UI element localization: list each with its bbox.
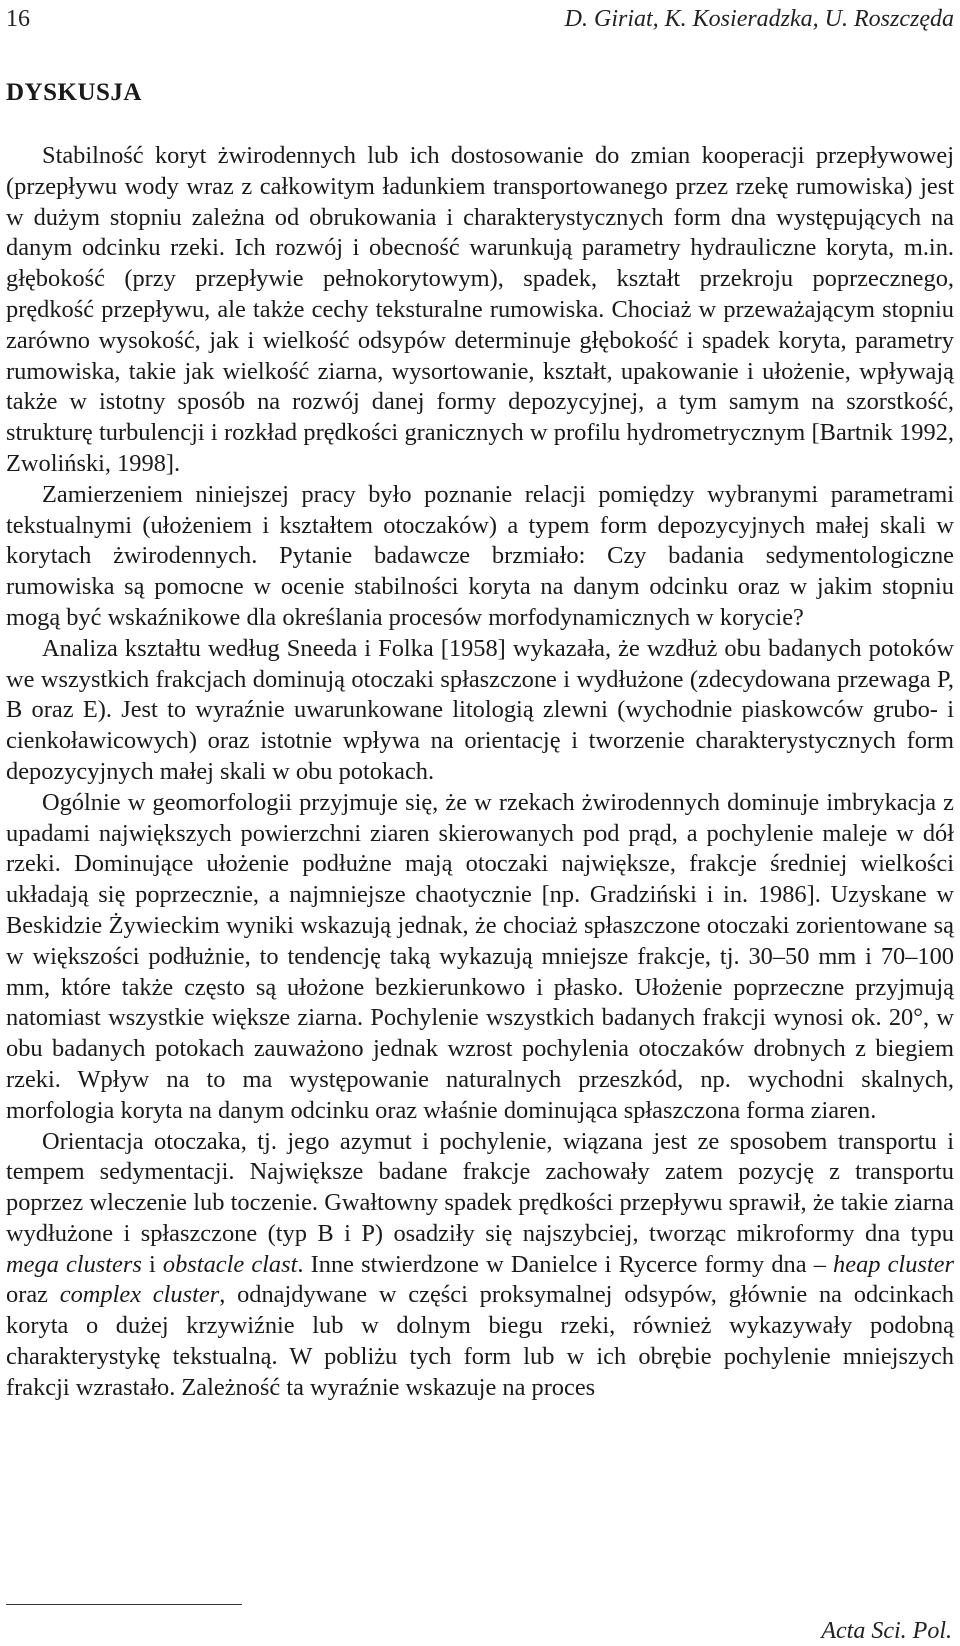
paragraph-3: Analiza kształtu według Sneeda i Folka [1958] wykazała, że wzdłuż obu badanych potoków we wszystkich frakcjach dominują otoczaki spłaszczone i wydłużone (zdecydowana przewaga P, B oraz E). Jest to wyraźnie uwarunkowane litologią zlewni (wychodnie piaskowców grubo- i cienkoławicowych) oraz istotnie wpływa na orientację i tworzenie charakterystycznych form depozycyjnych małej skali w obu potokach. xyxy=(6,634,954,785)
running-footer-journal: Acta Sci. Pol. xyxy=(821,1618,952,1644)
paragraph-5-text: oraz xyxy=(6,1281,60,1309)
term-heap-cluster: heap cluster xyxy=(833,1250,954,1278)
page-number: 16 xyxy=(6,6,30,32)
running-header-authors: D. Giriat, K. Kosieradzka, U. Roszczęda xyxy=(564,6,954,32)
paragraph-5-text: i xyxy=(141,1250,163,1278)
paragraph-5 xyxy=(6,1127,954,1404)
paragraph-5-text: . Inne stwierdzone w Danielce i Rycerce formy dna – xyxy=(297,1250,834,1278)
footer-divider xyxy=(6,1604,242,1605)
term-obstacle-clast: obstacle clast xyxy=(162,1250,298,1278)
body-text xyxy=(6,141,954,1404)
paragraph-1: Stabilność koryt żwirodennych lub ich dostosowanie do zmian kooperacji przepływowej (przepływu wody wraz z całkowitym ładunkiem transportowanego przez rzekę rumowiska) jest w dużym stopniu zależna od obrukowania i charakterystycznych form dna występujących na danym odcinku rzeki. Ich rozwój i obecność warunkują parametry hydrauliczne koryta, m.in. głębokość (przy przepływie pełnokorytowym), spadek, kształt przekroju poprzecznego, prędkość przepływu, ale także cechy teksturalne rumowiska. Chociaż w przeważającym stopniu zarówno wysokość, jak i wielkość odsypów determinuje głębokość i spadek koryta, parametry rumowiska, takie jak wielkość ziarna, wysortowanie, kształt, upakowanie i ułożenie, wpływają także w istotny sposób na rozwój danej formy depozycyjnej, a tym samym na szorstkość, strukturę turbulencji i rozkład prędkości granicznych w profilu hydrometrycznym [Bartnik 1992, Zwoliński, 1998]. xyxy=(6,142,954,477)
term-mega-clusters: mega clusters xyxy=(6,1250,142,1278)
paragraph-2: Zamierzeniem niniejszej pracy było poznanie relacji pomiędzy wybranymi parametrami tekstualnymi (ułożeniem i kształtem otoczaków) a typem form depozycyjnych małej skali w korytach żwirodennych. Pytanie badawcze brzmiało: Czy badania sedymentologiczne rumowiska są pomocne w ocenie stabilności koryta na danym odcinku oraz w jakim stopniu mogą być wskaźnikowe dla określania procesów morfodynamicznych w korycie? xyxy=(6,480,954,631)
paragraph-5-text: , odnajdywane w części proksymalnej odsypów, głównie na odcinkach koryta o dużej krzywiźnie lub w dolnym biegu rzeki, również wykazywały podobną charakterystykę tekstualną. W pobliżu tych form lub w ich obrębie pochylenie mniejszych frakcji wzrastało. Zależność ta wyraźnie wskazuje na proces xyxy=(6,1281,954,1401)
paragraph-5-text: Orientacja otoczaka, tj. jego azymut i pochylenie, wiązana jest ze sposobem transportu i tempem sedymentacji. Największe badane frakcje zachowały zatem pozycję z transportu poprzez wleczenie lub toczenie. Gwałtowny spadek prędkości przepływu sprawił, że takie ziarna wydłużone i spłaszczone (typ B i P) osadziły się najszybciej, tworząc mikroformy dna typu xyxy=(6,1127,954,1247)
term-complex-cluster: complex cluster xyxy=(59,1281,220,1309)
running-header xyxy=(6,4,954,34)
section-heading: DYSKUSJA xyxy=(6,79,142,106)
paragraph-4: Ogólnie w geomorfologii przyjmuje się, że w rzekach żwirodennych dominuje imbrykacja z upadami największych powierzchni ziaren skierowanych pod prąd, a pochylenie maleje w dół rzeki. Dominujące ułożenie podłużne mają otoczaki największe, frakcje średniej wielkości układają się poprzecznie, a najmniejsze chaotycznie [np. Gradziński i in. 1986]. Uzyskane w Beskidzie Żywieckim wyniki wskazują jednak, że chociaż spłaszczone otoczaki zorientowane są w większości podłużnie, to tendencję taką wykazują mniejsze frakcje, tj. 30–50 mm i 70–100 mm, które także często są ułożone bezkierunkowo i płasko. Ułożenie poprzeczne przyjmują natomiast wszystkie większe ziarna. Pochylenie wszystkich badanych frakcji wynosi ok. 20°, w obu badanych potokach zauważono jednak wzrost pochylenia otoczaków drobnych z biegiem rzeki. Wpływ na to ma występowanie naturalnych przeszkód, np. wychodni skalnych, morfologia koryta na danym odcinku oraz właśnie dominująca spłaszczona forma ziaren. xyxy=(6,788,954,1124)
